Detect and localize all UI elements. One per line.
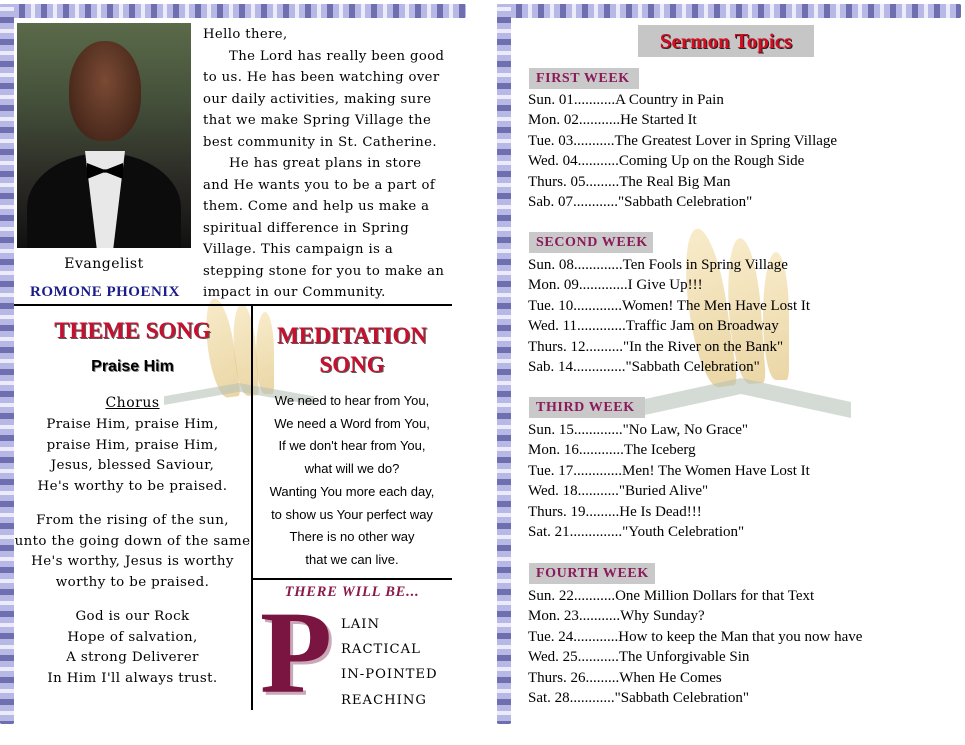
verse-line: He's worthy to be praised. [37, 478, 228, 494]
sermon-item: Thurs. 19.........He Is Dead!!! [528, 503, 702, 520]
evangelist-label: Evangelist [64, 256, 144, 272]
right-page [497, 4, 961, 724]
left-page-content [14, 18, 452, 718]
left-page [0, 4, 466, 724]
divider-vertical [251, 305, 253, 710]
sermon-item: Wed. 04...........Coming Up on the Rough Side [528, 153, 805, 170]
sermon-item: Sab. 07............"Sabbath Celebration" [528, 194, 753, 211]
verse-line: Hope of salvation, [67, 629, 198, 645]
verse-line: Praise Him, praise Him, [46, 417, 219, 432]
chorus-heading: Chorus [105, 395, 160, 411]
sermon-item: Sun. 15............."No Law, No Grace" [528, 422, 748, 438]
week-3-list [528, 420, 948, 542]
right-page-content [511, 18, 947, 710]
sermon-item: Thurs. 12.........."In the River on the Bank" [528, 338, 784, 355]
p-word: LAIN [341, 617, 381, 632]
welcome-letter [203, 24, 448, 304]
there-will-be-heading: THERE WILL BE... [284, 584, 420, 600]
sermon-item: Thurs. 05.........The Real Big Man [528, 173, 731, 190]
sermon-item: Sat. 28............"Sabbath Celebration" [528, 690, 749, 707]
sermon-item: Tue. 03...........The Greatest Lover in Spring Village [528, 132, 838, 149]
meditation-title-line-2: SONG [319, 352, 385, 377]
sermon-item: Tue. 10.............Women! The Men Have Lost It [528, 297, 811, 314]
evangelist-photo [17, 23, 191, 248]
sermon-item: Mon. 09.............I Give Up!!! [528, 277, 703, 294]
sermon-item: Sun. 08.............Ten Fools in Spring Village [528, 257, 788, 273]
verse-line: Jesus, blessed Saviour, [50, 458, 215, 473]
verse-line: worthy to be praised. [55, 574, 210, 590]
sermon-item: Wed. 25...........The Unforgivable Sin [528, 649, 750, 666]
lyric-line: There is no other way [289, 529, 415, 545]
verse-line: A strong Deliverer [66, 650, 199, 665]
verse-line: unto the going down of the same [14, 533, 251, 549]
week-label-first: FIRST WEEK [529, 68, 639, 89]
sermon-item: Mon. 16............The Iceberg [528, 442, 696, 459]
verse-3 [14, 607, 251, 689]
sermon-item: Tue. 17.............Men! The Women Have Lost It [528, 462, 810, 479]
p-word: IN-POINTED [341, 667, 438, 683]
lyric-line: that we can live. [305, 551, 399, 567]
p-words-list [341, 612, 438, 713]
verse-2 [14, 511, 251, 593]
sermon-item: Mon. 02...........He Started It [528, 112, 697, 129]
theme-song-title: THEME SONG [54, 318, 211, 343]
evangelist-name: ROMONE PHOENIX [30, 284, 180, 300]
lyric-line: what will we do? [304, 461, 400, 477]
p-word: REACHING [341, 692, 427, 708]
decorative-border-right [497, 4, 511, 724]
sermon-item: Sun. 01...........A Country in Pain [528, 92, 724, 108]
letter-greeting: Hello there, [203, 27, 288, 42]
decorative-border-right [0, 4, 14, 724]
sermon-item: Sab. 14.............."Sabbath Celebration" [528, 359, 760, 376]
meditation-title-line-1: MEDITATION [277, 323, 427, 348]
week-2-list [528, 255, 948, 377]
sermon-topics-title: Sermon Topics [638, 25, 814, 57]
verse-line: In Him I'll always trust. [47, 670, 218, 686]
sermon-item: Thurs. 26.........When He Comes [528, 669, 722, 686]
letter-paragraph-2: He has great plans in store and He wants you to be a part of them. Come and help us make a spiritual difference in Spring Village. This campaign is a stepping stone for you to make an impact in our Community. [203, 156, 445, 300]
week-1-list [528, 90, 948, 212]
verse-line: praise Him, praise Him, [46, 437, 219, 453]
decorative-border-bottom [497, 4, 961, 18]
lyric-line: We need a Word from You, [274, 415, 430, 431]
verse-line: He's worthy, Jesus is worthy [31, 554, 234, 569]
lyric-line: Wanting You more each day, [269, 483, 435, 499]
lyric-line: to show us Your perfect way [271, 506, 433, 522]
decorative-border-bottom [0, 4, 466, 18]
sermon-item: Wed. 11.............Traffic Jam on Broadway [528, 318, 779, 335]
sermon-item: Tue. 24............How to keep the Man that you now have [528, 628, 863, 645]
week-4-list [528, 586, 948, 708]
week-label-second: SECOND WEEK [529, 232, 653, 253]
meditation-song-title [254, 321, 450, 379]
lyric-line: We need to hear from You, [274, 393, 430, 408]
sermon-item: Wed. 18..........."Buried Alive" [528, 483, 709, 500]
sermon-item: Sat. 21.............."Youth Celebration" [528, 524, 745, 541]
week-label-third: THIRD WEEK [529, 397, 645, 418]
divider-horizontal-right [253, 578, 452, 580]
big-letter-p: P [260, 587, 333, 718]
letter-paragraph-1: The Lord has really been good to us. He has been watching over our daily activities, making sure that we make Spring Village the best community in St. Catherine. [203, 48, 445, 150]
week-label-fourth: FOURTH WEEK [529, 563, 655, 584]
p-word: RACTICAL [341, 642, 421, 658]
meditation-song-lyrics [254, 390, 450, 572]
theme-song-name: Praise Him [91, 358, 174, 375]
verse-line: From the rising of the sun, [36, 513, 229, 528]
sermon-item: Sun. 22...........One Million Dollars for that Text [528, 588, 815, 604]
lyric-line: If we don't hear from You, [278, 438, 426, 454]
divider-horizontal [14, 304, 452, 306]
sermon-item: Mon. 23...........Why Sunday? [528, 608, 705, 625]
verse-1 [14, 415, 251, 497]
verse-line: God is our Rock [75, 609, 190, 624]
